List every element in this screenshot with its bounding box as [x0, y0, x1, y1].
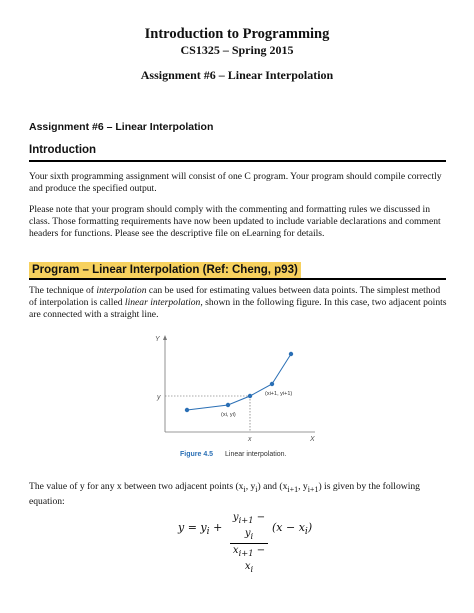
den-minus: − x: [244, 545, 266, 572]
y-tick-label: y: [157, 394, 161, 401]
intro-paragraph-1: Your sixth programming assignment will consist of one C program. Your program should compile correctly and produce the specified output.: [29, 171, 442, 194]
tail-a: (x − x: [272, 521, 305, 534]
point-label-i: (xi, yi): [221, 412, 236, 418]
num-minus: − y: [244, 512, 266, 539]
num-a: y: [232, 512, 239, 523]
figure-number: Figure 4.5: [180, 451, 214, 458]
eq-intro-a: The value of y for any x between two adjacent points (x: [29, 481, 244, 492]
sub-i1: i+1: [287, 484, 299, 494]
point-label-i1: (xi+1, yi+1): [265, 391, 293, 397]
den-a: x: [232, 545, 239, 556]
y-axis-arrow: [163, 335, 167, 340]
intro-paragraph-2: Please note that your program should comply with the commenting and formatting rules we discussed in class. Those formatting requirements have now been updated to include variable declarations and comment headers for functions. Please see the descriptive file on eLearning for details.: [29, 204, 441, 239]
term-linear-interpolation: linear interpolation: [124, 296, 201, 308]
eq-intro-e: ) is given by the following equation:: [29, 481, 420, 507]
assignment-section-title: Assignment #6 – Linear Interpolation: [29, 121, 214, 133]
equation-fraction: [230, 511, 268, 576]
p3-text-b: can be used for estimating values between data points. The simplest method of interpolation is called: [29, 285, 441, 308]
figure-caption: Linear interpolation.: [225, 451, 287, 458]
num-a-sub: i+1: [238, 515, 254, 525]
y-axis-label: Y: [155, 336, 160, 343]
eq-plus: +: [209, 521, 223, 534]
linear-interpolation-figure: [145, 330, 330, 470]
program-heading-label: Program – Linear Interpolation (Ref: Cheng, p93): [29, 262, 301, 278]
eq-intro-b: , y: [245, 481, 256, 492]
den-b-sub: i: [250, 564, 254, 574]
tail-b: ): [307, 521, 313, 534]
introduction-heading: Introduction: [29, 144, 446, 162]
interpolation-line: [187, 354, 291, 410]
den-a-sub: i+1: [238, 548, 254, 558]
sub-i1: i+1: [307, 484, 319, 494]
course-line: CS1325 – Spring 2015: [180, 43, 294, 57]
data-point: [185, 408, 189, 412]
fraction-numerator: [230, 511, 268, 544]
program-heading: [29, 260, 446, 280]
eq-lhs: y = y: [178, 521, 207, 534]
program-paragraph: [29, 285, 447, 320]
tail-sub: i: [304, 526, 308, 538]
p3-text-a: The technique of: [29, 285, 97, 296]
term-interpolation: interpolation: [96, 285, 147, 296]
eq-intro-d: , y: [298, 481, 308, 492]
fraction-denominator: [230, 544, 268, 576]
data-point-i: [226, 403, 230, 407]
p3-text-c: , shown in the following figure. In this case, two adjacent points are connected with a straight line.: [29, 296, 447, 320]
eq-lhs-sub: i: [206, 526, 210, 538]
interpolation-equation: [178, 511, 318, 574]
x-axis-label: X: [310, 436, 315, 443]
sub-i: i: [243, 484, 246, 494]
x-tick-label: x: [248, 436, 252, 443]
sub-i: i: [255, 484, 258, 494]
document-title: Introduction to Programming: [144, 26, 330, 42]
assignment-line: Assignment #6 – Linear Interpolation: [140, 68, 334, 82]
eq-intro-c: ) and (x: [257, 481, 288, 492]
equation-tail: [272, 521, 312, 537]
data-point-i1: [270, 382, 274, 386]
equation-intro-paragraph: [29, 481, 447, 508]
num-b-sub: i: [250, 531, 254, 541]
equation-lhs: [178, 521, 222, 537]
data-point: [289, 352, 293, 356]
interpolated-point: [248, 394, 252, 398]
